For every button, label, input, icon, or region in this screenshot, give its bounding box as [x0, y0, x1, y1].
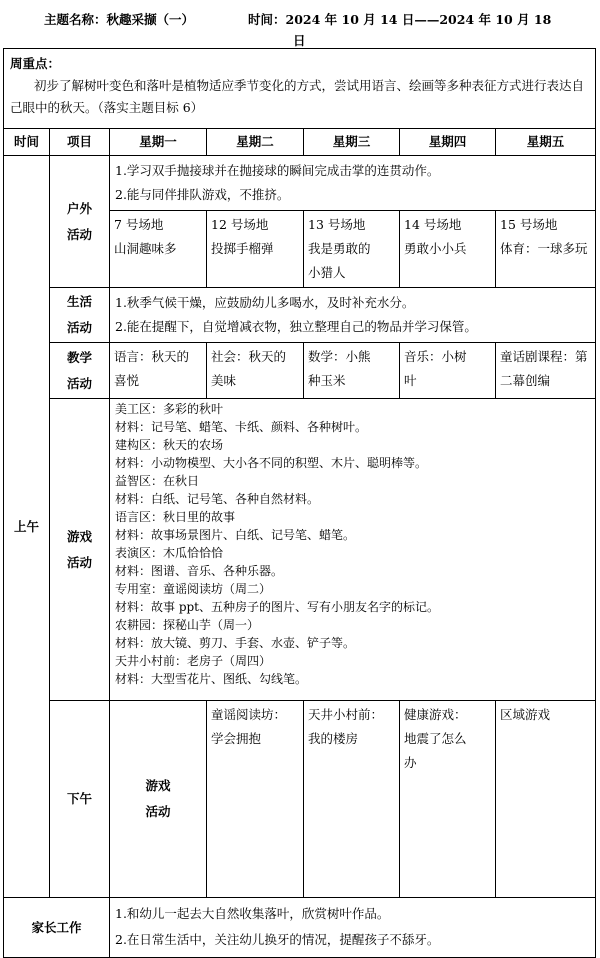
game-line: 建构区：秋天的农场	[115, 438, 224, 452]
outdoor-monday: 7 号场地 山洞趣味多	[110, 211, 207, 288]
afternoon-label: 下午	[50, 701, 110, 898]
teaching-wednesday: 数学：小熊 种玉米	[304, 343, 400, 399]
teaching-label: 教学 活动	[50, 343, 110, 399]
teaching-monday: 语言：秋天的 喜悦	[110, 343, 207, 399]
col-friday: 星期五	[496, 129, 596, 156]
col-wednesday: 星期三	[304, 129, 400, 156]
game-line: 专用室：童谣阅读坊（周二）	[115, 582, 272, 596]
outdoor-goal-2: 2.能与同伴排队游戏，不推挤。	[115, 187, 290, 202]
outdoor-tuesday: 12 号场地 投掷手榴弹	[207, 211, 304, 288]
column-header-row	[4, 129, 596, 156]
parents-line-1: 1.和幼儿一起去大自然收集落叶，欣赏树叶作品。	[115, 906, 390, 921]
game-line: 天井小村前：老房子（周四）	[115, 654, 272, 668]
life-line-2: 2.能在提醒下，自觉增减衣物，独立整理自己的物品并学习保管。	[115, 319, 477, 334]
teaching-tuesday: 社会：秋天的 美味	[207, 343, 304, 399]
game-line: 材料：白纸、记号笔、各种自然材料。	[115, 492, 320, 506]
life-label: 生活 活动	[50, 288, 110, 343]
game-line: 材料：故事场景图片、白纸、记号笔、蜡笔。	[115, 528, 356, 542]
teaching-thursday: 音乐：小树 叶	[400, 343, 496, 399]
focus-title: 周重点：	[10, 56, 61, 71]
game-line: 表演区：木瓜恰恰恰	[115, 546, 224, 560]
time-range-tail: 日	[293, 33, 306, 48]
life-line-1: 1.秋季气候干燥，应鼓励幼儿多喝水，及时补充水分。	[115, 295, 415, 310]
outdoor-goals	[110, 156, 596, 211]
outdoor-thursday: 14 号场地 勇敢小小兵	[400, 211, 496, 288]
afternoon-tuesday: 天井小村前： 我的楼房	[304, 701, 400, 898]
outdoor-friday: 15 号场地 体育：一球多玩	[496, 211, 596, 288]
game-line: 语言区：秋日里的故事	[115, 510, 236, 524]
weekly-focus	[4, 49, 596, 129]
outdoor-label: 户外 活动	[50, 156, 110, 288]
game-line: 美工区：多彩的秋叶	[115, 402, 224, 416]
afternoon-game-label: 游戏 活动	[110, 701, 207, 898]
game-line: 材料：小动物模型、大小各不同的积塑、木片、聪明棒等。	[115, 456, 428, 470]
col-monday: 星期一	[110, 129, 207, 156]
outdoor-wednesday: 13 号场地 我是勇敢的 小猎人	[304, 211, 400, 288]
col-item: 项目	[50, 129, 110, 156]
game-label: 游戏 活动	[50, 399, 110, 701]
afternoon-wednesday: 健康游戏： 地震了怎么 办	[400, 701, 496, 898]
game-areas	[110, 399, 596, 701]
game-line: 材料：故事 ppt、五种房子的图片、写有小朋友名字的标记。	[115, 600, 440, 614]
teaching-friday: 童话剧课程：第 二幕创编	[496, 343, 596, 399]
weekly-plan-table	[3, 48, 596, 958]
outdoor-goal-1: 1.学习双手抛接球并在抛接球的瞬间完成击掌的连贯动作。	[115, 163, 440, 178]
game-line: 农耕园：探秘山芋（周一）	[115, 618, 260, 632]
col-thursday: 星期四	[400, 129, 496, 156]
col-tuesday: 星期二	[207, 129, 304, 156]
parents-label: 家长工作	[4, 898, 110, 958]
game-line: 益智区：在秋日	[115, 474, 200, 488]
focus-text: 初步了解树叶变色和落叶是植物适应季节变化的方式，尝试用语言、绘画等多种表征方式进行表达自己眼中的秋天。（落实主题目标 6）	[10, 78, 585, 115]
game-line: 材料：图谱、音乐、各种乐器。	[115, 564, 284, 578]
col-time: 时间	[4, 129, 50, 156]
theme-name: 主题名称：秋趣采撷（一）	[44, 12, 195, 27]
parents-work	[110, 898, 596, 958]
afternoon-monday: 童谣阅读坊： 学会拥抱	[207, 701, 304, 898]
game-line: 材料：记号笔、蜡笔、卡纸、颜料、各种树叶。	[115, 420, 368, 434]
parents-line-2: 2.在日常生活中，关注幼儿换牙的情况，提醒孩子不舔牙。	[115, 932, 440, 947]
time-range: 时间：2024 年 10 月 14 日——2024 年 10 月 18	[248, 12, 552, 27]
game-line: 材料：放大镜、剪刀、手套、水壶、铲子等。	[115, 636, 356, 650]
afternoon-thursday: 区域游戏	[496, 701, 596, 898]
document-header	[0, 0, 600, 48]
game-line: 材料：大型雪花片、图纸、勾线笔。	[115, 672, 308, 686]
life-activities	[110, 288, 596, 343]
morning-label: 上午	[4, 156, 50, 898]
